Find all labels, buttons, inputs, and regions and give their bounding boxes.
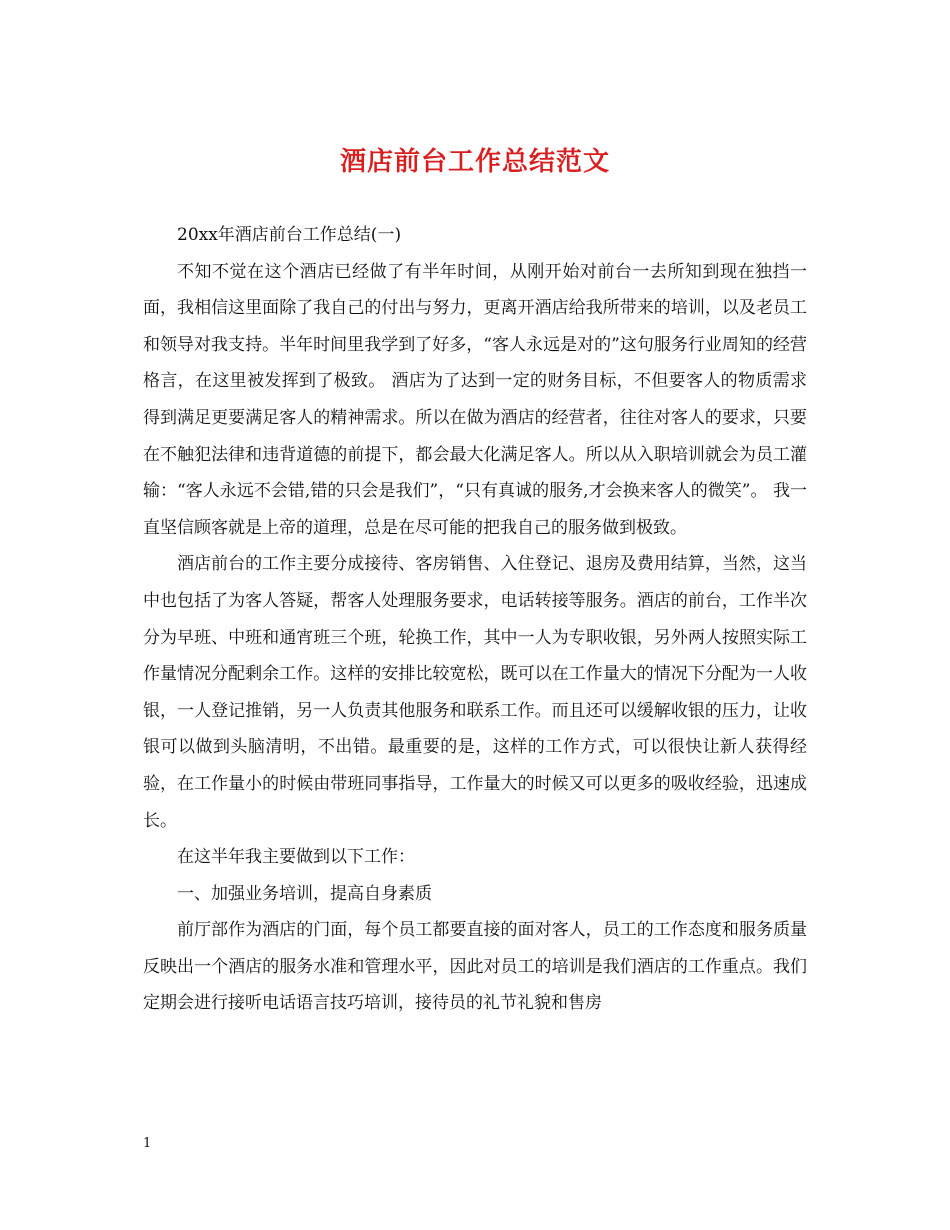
- paragraph-4: 前厅部作为酒店的门面，每个员工都要直接的面对客人，员工的工作态度和服务质量反映出一个酒店的服务水准和管理水平，因此对员工的培训是我们酒店的工作重点。我们定期会进行接听电话语言技巧培训，接待员的礼节礼貌和售房: [143, 920, 807, 1014]
- page-number: 1: [143, 1136, 152, 1151]
- paragraph-1: 不知不觉在这个酒店已经做了有半年时间，从刚开始对前台一去所知到现在独挡一面，我相信这里面除了我自己的付出与努力，更离开酒店给我所带来的培训，以及老员工和领导对我支持。半年时间里我学到了好多，“客人永远是对的”这句服务行业周知的经营格言，在这里被发挥到了极致。 酒店为了达到一定的财务目标，不但要客人的物质需求得到满足更要满足客人的精神需求。所以在做为酒店的经营者，往往对客人的要求，只要在不触犯法律和违背道德的前提下，都会最大化满足客人。所以从入职培训就会为员工灌输：“客人永远不会错,错的只会是我们”，“只有真诚的服务,才会换来客人的微笑”。 我一直坚信顾客就是上帝的道理，总是在尽可能的把我自己的服务做到极致。: [143, 261, 807, 538]
- document-title: 酒店前台工作总结范文: [339, 147, 610, 177]
- document-body: [143, 217, 807, 1022]
- paragraph-3: 在这半年我主要做到以下工作：: [177, 847, 415, 868]
- section-heading-2: 一、加强业务培训，提高自身素质: [177, 883, 432, 904]
- paragraph-2: 酒店前台的工作主要分成接待、客房销售、入住登记、退房及费用结算，当然，这当中也包括了为客人答疑，帮客人处理服务要求，电话转接等服务。酒店的前台，工作半次分为早班、中班和通宵班三个班，轮换工作，其中一人为专职收银，另外两人按照实际工作量情况分配剩余工作。这样的安排比较宽松，既可以在工作量大的情况下分配为一人收银，一人登记推销，另一人负责其他服务和联系工作。而且还可以缓解收银的压力，让收银可以做到头脑清明，不出错。最重要的是，这样的工作方式，可以很快让新人获得经验，在工作量小的时候由带班同事指导，工作量大的时候又可以更多的吸收经验，迅速成长。: [143, 554, 807, 831]
- section-heading-1: 20xx年酒店前台工作总结(一): [177, 225, 402, 245]
